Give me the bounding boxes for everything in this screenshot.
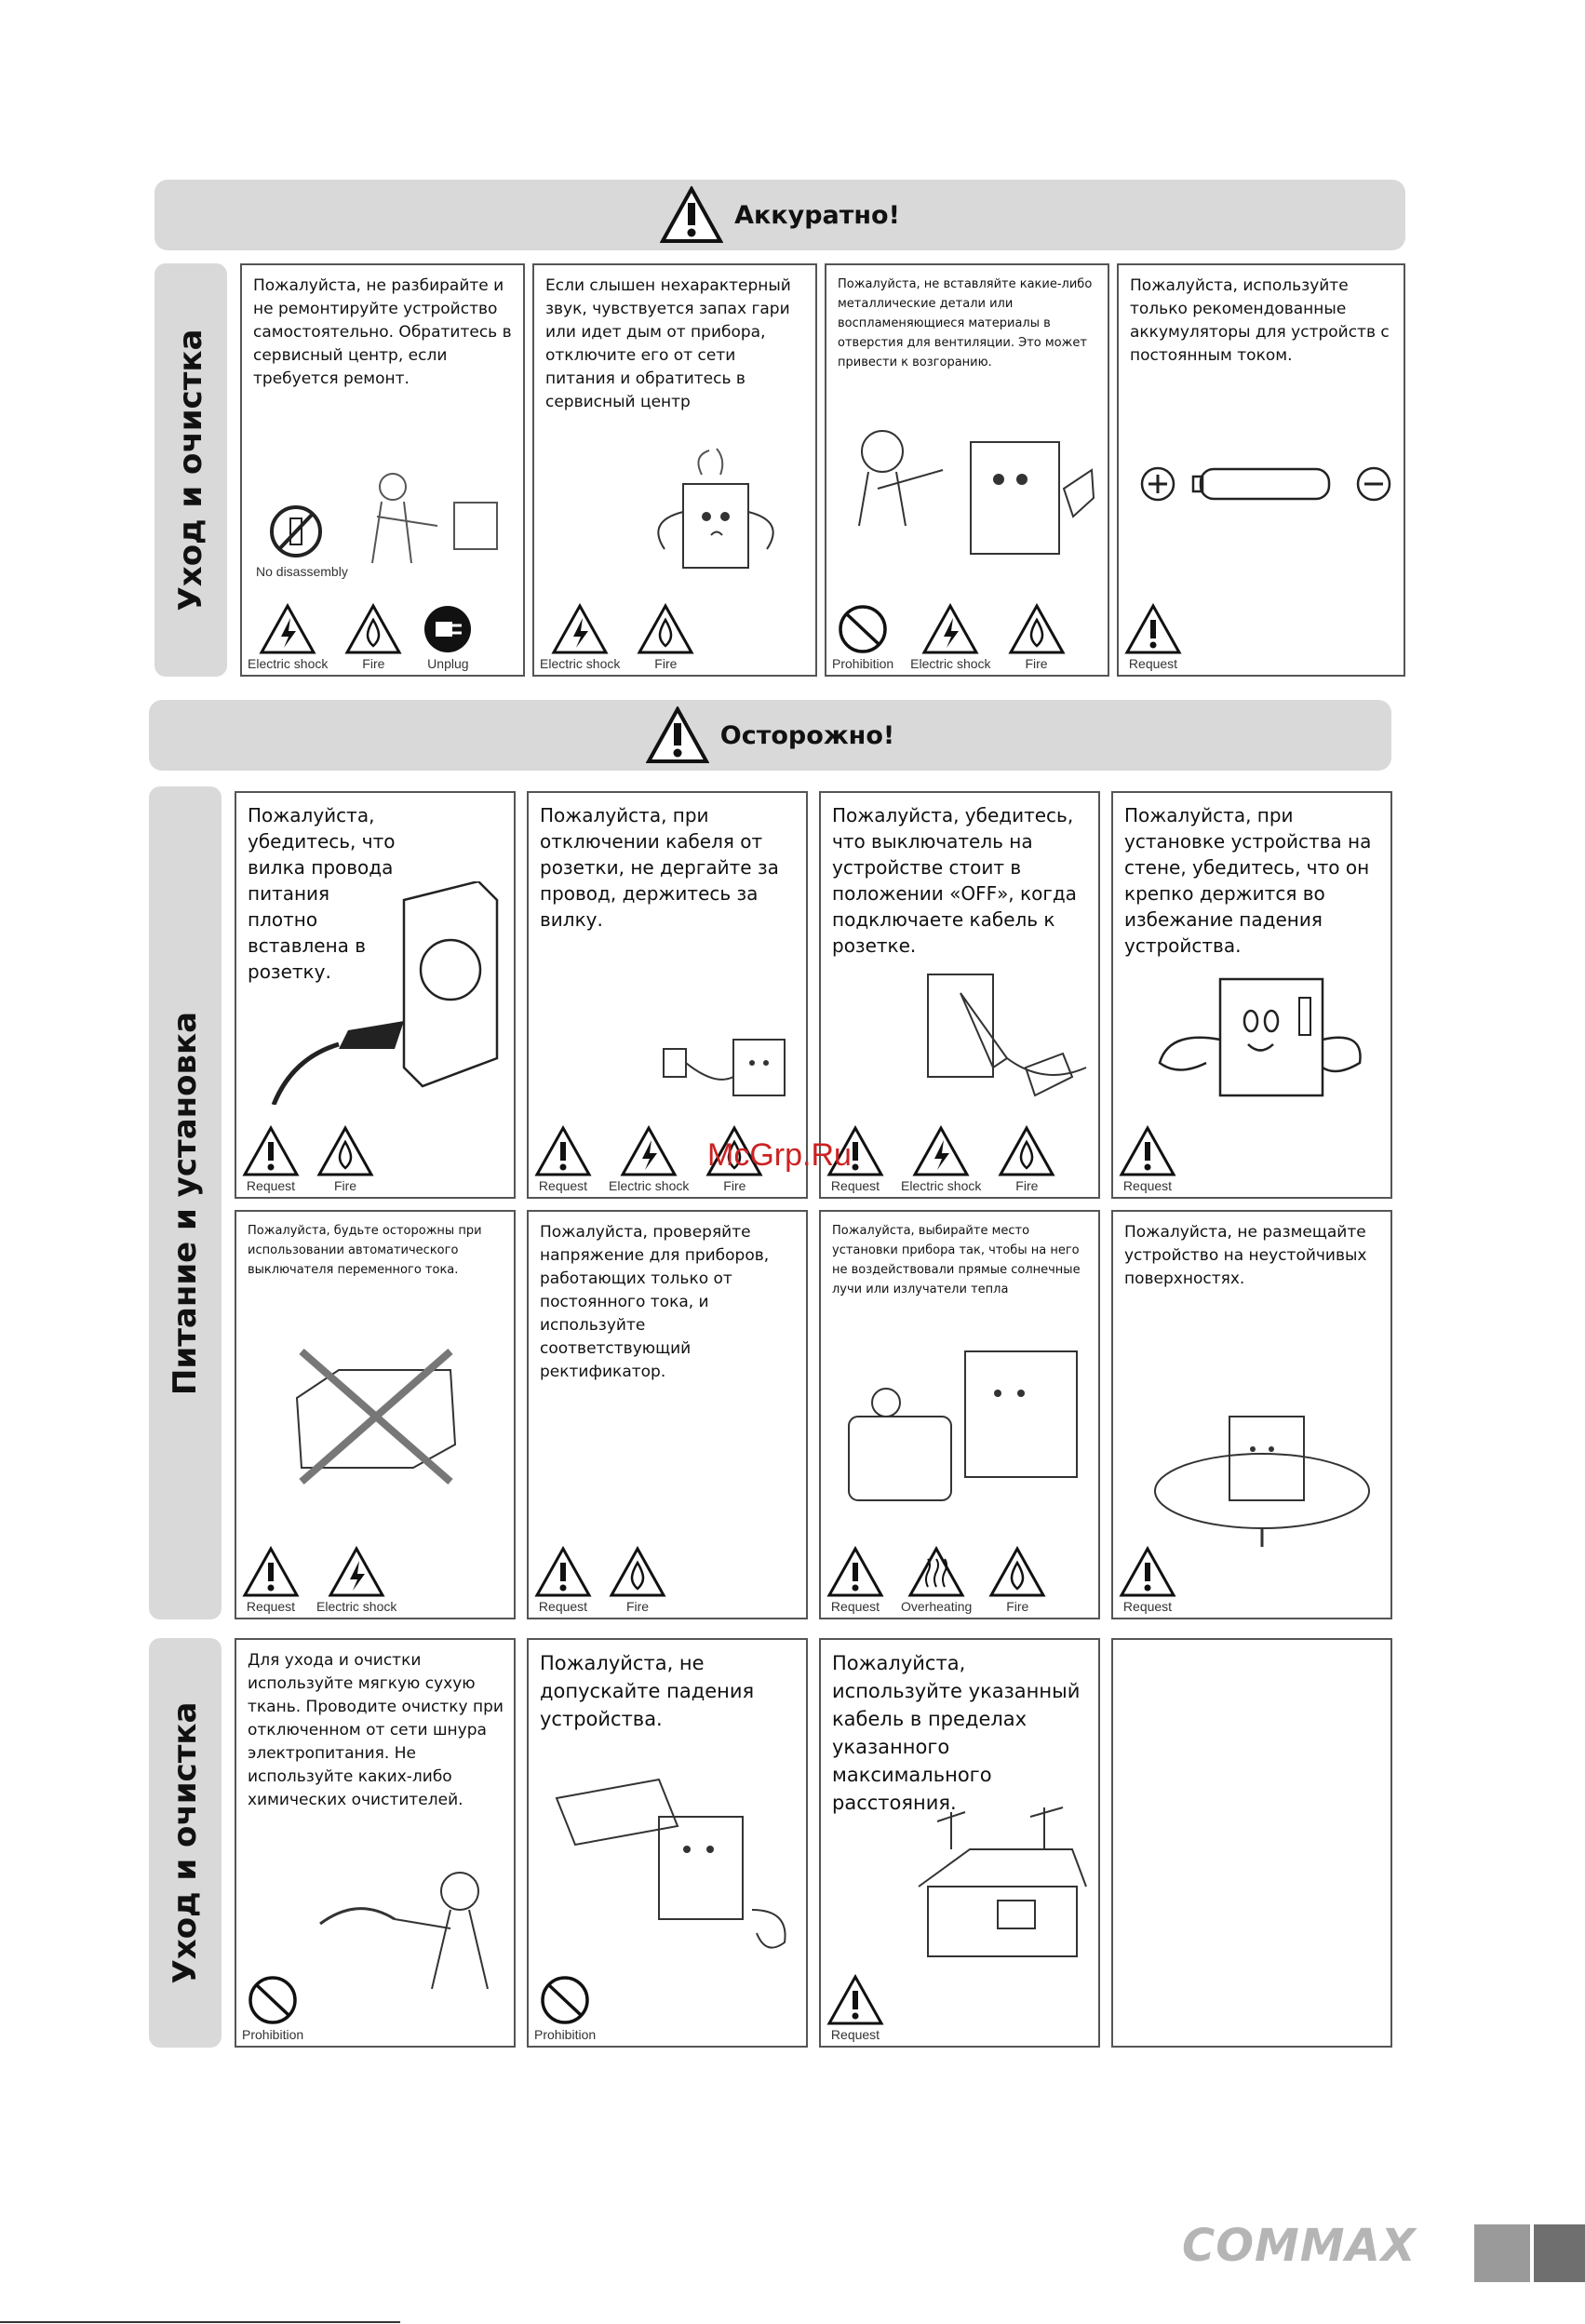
section-label-text: Уход и очистка bbox=[172, 329, 209, 611]
page-tab-dark bbox=[1534, 2224, 1585, 2282]
icon-label: Request bbox=[538, 1599, 588, 1614]
card-batteries bbox=[1117, 263, 1405, 677]
card-text: Пожалуйста, используйте указанный кабель в пределах указанного максимального расстояния. bbox=[832, 1652, 1081, 1814]
card-no-sunlight bbox=[819, 1210, 1100, 1619]
electric-shock-icon bbox=[248, 603, 328, 671]
device-on-table-illustration bbox=[1132, 1407, 1383, 1547]
section-label-care bbox=[154, 263, 227, 677]
electric-shock-icon bbox=[316, 1546, 396, 1614]
card-text: Пожалуйста, используйте только рекомендованные аккумуляторы для устройств с постоянным током. bbox=[1130, 276, 1390, 365]
prohibition-icon bbox=[242, 1974, 303, 2042]
icon-label: Electric shock bbox=[540, 656, 621, 671]
card-text: Пожалуйста, при установке устройства на стене, убедитесь, что он крепко держится во избежание падения устройства. bbox=[1124, 804, 1372, 957]
card-text: Пожалуйста, выбирайте место установки прибора так, чтобы на него не воздействовали прямые солнечные лучи или излучатели тепла bbox=[832, 1224, 1081, 1296]
request-icon bbox=[534, 1125, 592, 1193]
icon-label: Electric shock bbox=[609, 1178, 690, 1193]
electric-shock-icon bbox=[609, 1125, 689, 1193]
icon-label: Fire bbox=[1025, 656, 1048, 671]
card-cleaning bbox=[235, 1638, 516, 2048]
card-text: Пожалуйста, не разбирайте и не ремонтируйте устройство самостоятельно. Обратитесь в сервисный центр, если требуется ремонт. bbox=[253, 276, 512, 388]
icon-label: Prohibition bbox=[832, 656, 894, 671]
icon-label: Request bbox=[830, 1599, 880, 1614]
icon-label: Fire bbox=[362, 656, 385, 671]
device-hugging-wall-illustration bbox=[1150, 974, 1364, 1105]
card-wall-mount bbox=[1111, 791, 1392, 1199]
banner-title: Осторожно! bbox=[719, 720, 895, 750]
card-switch-off bbox=[819, 791, 1100, 1199]
icon-label: Fire bbox=[625, 1599, 650, 1614]
card-text: Если слышен нехарактерный звук, чувствуется запах гари или идет дым от прибора, отключите его от сети питания и обратитесь в сервисный центр bbox=[545, 276, 791, 411]
card-text: Пожалуйста, убедитесь, что вилка провода питания плотно вставлена в розетку. bbox=[248, 804, 396, 983]
card-text: Пожалуйста, при отключении кабеля от розетки, не дергайте за провод, держитесь за вилку. bbox=[540, 804, 779, 931]
device-unplug-illustration bbox=[659, 1030, 799, 1114]
card-text: Для ухода и очистки используйте мягкую сухую ткань. Проводите очистку при отключенном от сети шнура электропитания. Не используйте каких-либо химических очистителей. bbox=[248, 1651, 504, 1809]
section-label-care-bottom bbox=[149, 1638, 222, 2048]
icon-label: Prohibition bbox=[534, 2027, 597, 2042]
icon-label: Fire bbox=[1006, 1599, 1029, 1614]
house-antenna-illustration bbox=[914, 1803, 1091, 1961]
icon-label: Request bbox=[1122, 1178, 1173, 1193]
heater-device-illustration bbox=[835, 1337, 1095, 1514]
request-icon bbox=[1124, 603, 1182, 671]
person-disassembly-illustration bbox=[251, 461, 521, 582]
unplug-icon bbox=[419, 603, 477, 671]
battery-illustration bbox=[1135, 456, 1396, 512]
footer-rule bbox=[0, 2321, 400, 2323]
card-circuit-breaker bbox=[235, 1210, 516, 1619]
brand-logo: COMMAX bbox=[1182, 2220, 1417, 2272]
card-text: Пожалуйста, не допускайте падения устройства. bbox=[540, 1652, 755, 1730]
fire-icon bbox=[609, 1546, 666, 1614]
icon-label: Request bbox=[538, 1178, 588, 1193]
request-icon bbox=[1119, 1546, 1176, 1614]
section-label-power bbox=[149, 786, 222, 1619]
warning-banner-caution bbox=[149, 700, 1391, 771]
card-plug-inserted bbox=[235, 791, 516, 1199]
request-icon bbox=[826, 1974, 884, 2042]
card-text: Пожалуйста, убедитесь, что выключатель на устройстве стоит в положении «OFF», когда подключаете кабель к розетке. bbox=[832, 804, 1077, 957]
falling-device-illustration bbox=[547, 1770, 799, 1956]
card-no-drop bbox=[527, 1638, 808, 2048]
request-icon bbox=[826, 1546, 884, 1614]
card-cable-distance bbox=[819, 1638, 1100, 2048]
plug-socket-illustration bbox=[264, 881, 516, 1105]
icon-label: Request bbox=[246, 1178, 296, 1193]
icon-label: Electric shock bbox=[248, 656, 329, 671]
icon-label: Electric shock bbox=[316, 1599, 397, 1614]
hand-plug-illustration bbox=[923, 965, 1091, 1105]
card-text: Пожалуйста, проверяйте напряжение для приборов, работающих только от постоянного тока, и используйте соответствующий ректификатор. bbox=[540, 1223, 770, 1381]
icon-label: Request bbox=[830, 1178, 880, 1193]
icon-label: Fire bbox=[654, 656, 678, 671]
card-check-voltage bbox=[527, 1210, 808, 1619]
prohibition-icon bbox=[534, 1974, 596, 2042]
fire-icon bbox=[637, 603, 694, 671]
section-label-text: Уход и очистка bbox=[167, 1701, 204, 1984]
electric-shock-icon bbox=[910, 603, 990, 671]
card-text: Пожалуйста, будьте осторожны при использовании автоматического выключателя переменного тока. bbox=[248, 1224, 482, 1277]
request-icon bbox=[242, 1125, 300, 1193]
banner-title: Аккуратно! bbox=[734, 200, 900, 230]
woman-cleaning-illustration bbox=[311, 1868, 506, 1989]
fire-icon bbox=[344, 603, 402, 671]
illustration-caption: No disassembly bbox=[256, 564, 348, 579]
warning-banner-careful bbox=[154, 180, 1405, 250]
child-inserting-object-illustration bbox=[840, 414, 1101, 572]
crossed-breaker-illustration bbox=[283, 1342, 469, 1491]
warning-triangle-icon bbox=[660, 186, 723, 244]
section-label-text: Питание и установка bbox=[167, 1011, 204, 1395]
request-icon bbox=[242, 1546, 300, 1614]
icon-label: Request bbox=[830, 2027, 880, 2042]
icon-label: Unplug bbox=[427, 656, 469, 671]
icon-label: Overheating bbox=[901, 1599, 973, 1614]
card-no-metal-parts bbox=[825, 263, 1109, 677]
icon-label: Fire bbox=[723, 1178, 746, 1193]
electric-shock-icon bbox=[540, 603, 620, 671]
icon-label: Request bbox=[1128, 656, 1178, 671]
fire-icon bbox=[998, 1125, 1055, 1193]
fire-icon bbox=[1008, 603, 1066, 671]
icon-label: Request bbox=[1122, 1599, 1173, 1614]
prohibition-icon bbox=[832, 603, 893, 671]
icon-label: Electric shock bbox=[910, 656, 991, 671]
smoking-device-illustration bbox=[637, 447, 804, 586]
overheating-icon bbox=[901, 1546, 972, 1614]
icon-label: Prohibition bbox=[242, 2027, 304, 2042]
fire-icon bbox=[988, 1546, 1046, 1614]
card-unstable-surface bbox=[1111, 1210, 1392, 1619]
icon-label: Request bbox=[246, 1599, 296, 1614]
watermark-text: McGrp.Ru bbox=[707, 1137, 852, 1173]
card-text: Пожалуйста, не вставляйте какие-либо металлические детали или воспламеняющиеся материалы в отверстия для вентиляции. Это может привести к возгоранию. bbox=[838, 277, 1093, 369]
electric-shock-icon bbox=[901, 1125, 981, 1193]
request-icon bbox=[534, 1546, 592, 1614]
request-icon bbox=[1119, 1125, 1176, 1193]
card-empty bbox=[1111, 1638, 1392, 2048]
page-tab-light bbox=[1474, 2224, 1530, 2282]
icon-label: Fire bbox=[1015, 1178, 1039, 1193]
fire-icon bbox=[316, 1125, 374, 1193]
card-no-disassembly bbox=[240, 263, 525, 677]
icon-label: Fire bbox=[333, 1178, 357, 1193]
warning-triangle-icon bbox=[646, 706, 709, 764]
card-text: Пожалуйста, не размещайте устройство на неустойчивых поверхностях. bbox=[1124, 1223, 1367, 1288]
icon-label: Electric shock bbox=[901, 1178, 982, 1193]
card-smoke-smell bbox=[532, 263, 817, 677]
